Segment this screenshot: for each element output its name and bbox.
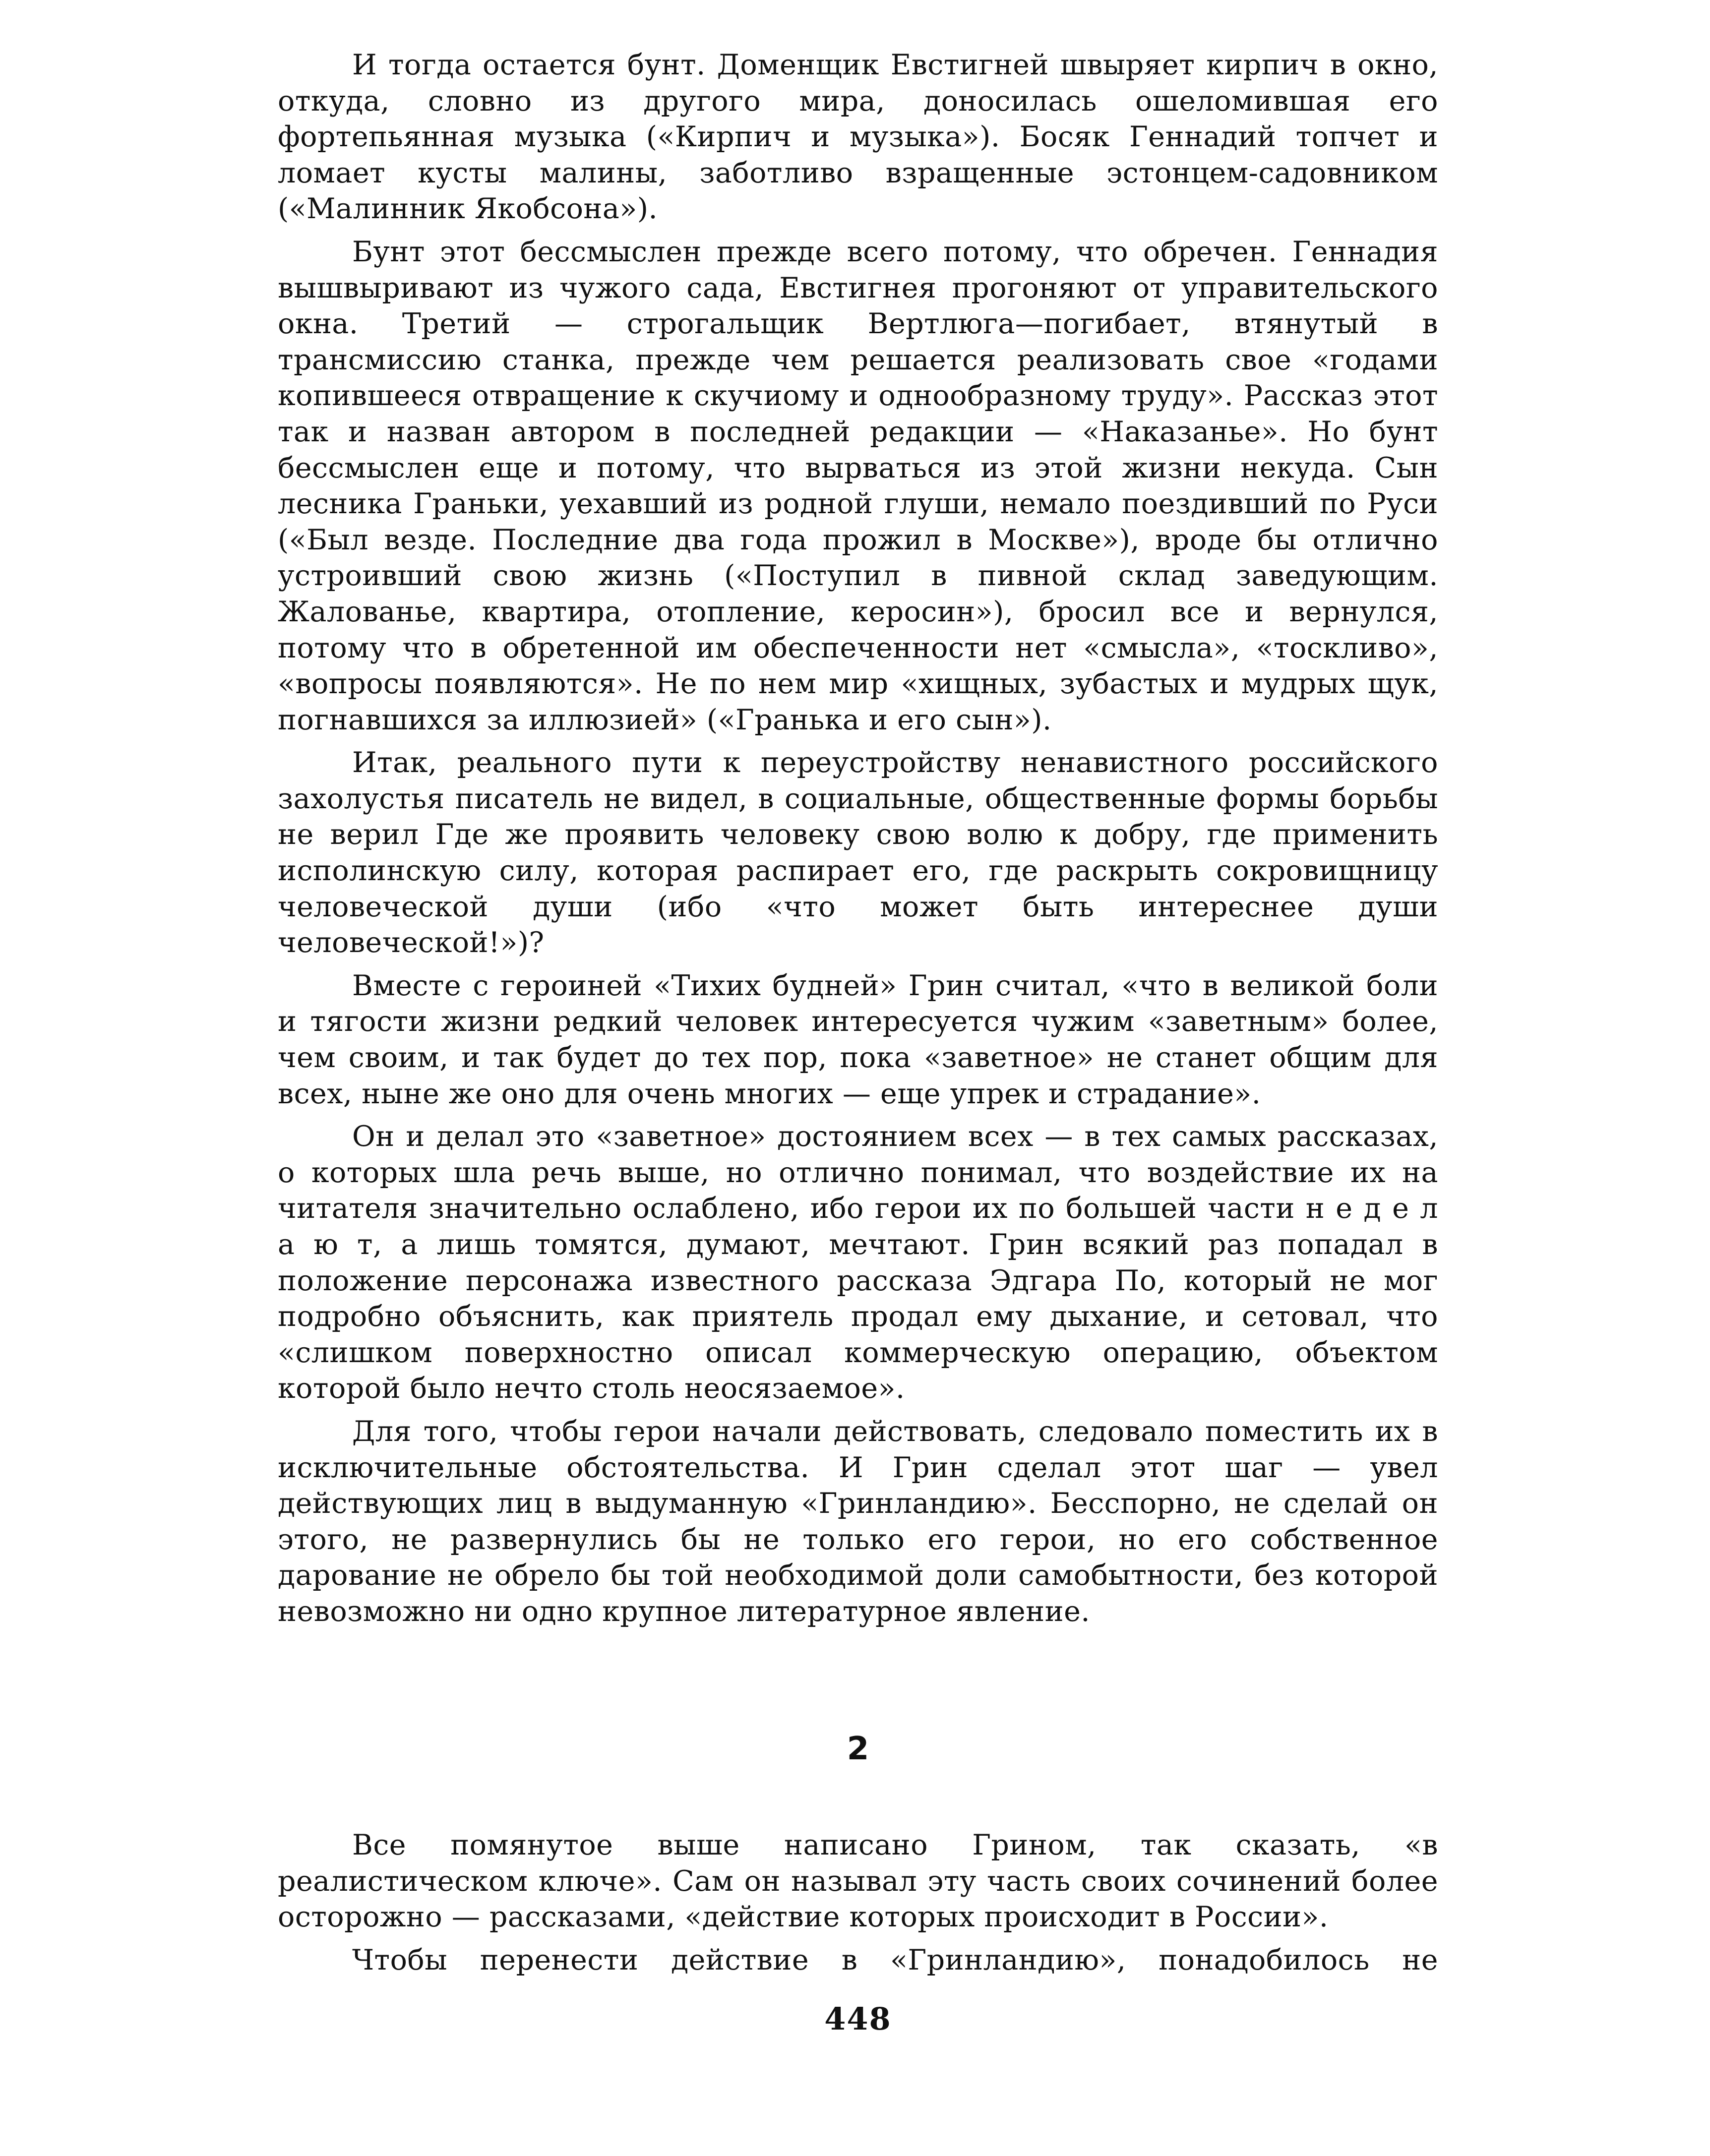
page-number: 448 bbox=[824, 2001, 892, 2037]
section-number: 2 bbox=[847, 1731, 869, 1767]
section-1-text bbox=[278, 47, 1438, 1630]
paragraph: Вместе с героиней «Тихих будней» Грин считал, «что в великой боли и тягости жизни редкий человек интересуется чужим «заветным» более, чем своим, и так будет до тех пор, пока «заветное» не станет общим для всех, ныне же оно для очень многих — еще упрек и страдание». bbox=[278, 969, 1438, 1110]
paragraph: Для того, чтобы герои начали действовать, следовало поместить их в исключительные обстоятельства. И Грин сделал этот шаг — увел действующих лиц в выдуманную «Гринландию». Бесспорно, не сделай он этого, не развернулись бы не только его герои, но его собственное дарование не обрело бы той необходимой доли самобытности, без которой невозможно ни одно крупное литературное явление. bbox=[278, 1415, 1438, 1628]
paragraph-last-line: Чтобы перенести действие в «Гринландию», понадобилось не bbox=[352, 1943, 1438, 1976]
paragraph: Бунт этот бессмыслен прежде всего потому, что обречен. Геннадия вышвыривают из чужого сада, Евстигнея прогоняют от управительского окна. Третий — строгальщик Вертлюга—погибает, втянутый в трансмиссию станка, прежде чем решается реализовать свое «годами копившееся отвращение к скучиому и однообразному труду». Рассказ этот так и назван автором в последней редакции — «Наказанье». Но бунт бессмыслен еще и потому, что вырваться из этой жизни некуда. Сын лесника Граньки, уехавший из родной глуши, немало поездивший по Руси («Был везде. Последние два года прожил в Москве»), вроде бы отлично устроивший свою жизнь («Поступил в пивной склад заведующим. Жалованье, квартира, отопление, керосин»), бросил все и вернулся, потому что в обретенной им обеспеченности нет «смысла», «тоскливо», «вопросы появляются». Не по нем мир «хищных, зубастых и мудрых щук, погнавшихся за иллюзией» («Гранька и его сын»). bbox=[278, 235, 1438, 736]
paragraph: Он и делал это «заветное» достоянием всех — в тех самых рассказах, о которых шла речь выше, но отлично понимал, что воздействие их на читателя значительно ослаблено, ибо герои их по большей части н е д е л а ю т, а лишь томятся, думают, мечтают. Грин всякий раз попадал в положение персонажа известного рассказа Эдгара По, который не мог подробно объяснить, как приятель продал ему дыхание, и сетовал, что «слишком поверхностно описал коммерческую операцию, объектом которой было нечто столь неосязаемое». bbox=[278, 1120, 1438, 1405]
section-2-text bbox=[278, 1827, 1438, 1985]
paragraph: Все помянутое выше написано Грином, так сказать, «в реалистическом ключе». Сам он называл эту часть своих сочинений более осторожно — рассказами, «действие которых происходит в России». bbox=[278, 1829, 1438, 1934]
paragraph: И тогда остается бунт. Доменщик Евстигней швыряет кирпич в окно, откуда, словно из другого мира, доносилась ошеломившая его фортепьянная музыка («Кирпич и музыка»). Босяк Геннадий топчет и ломает кусты малины, заботливо взращенные эстонцем-садовником («Малинник Якобсона»). bbox=[278, 49, 1438, 226]
page-content bbox=[278, 47, 1438, 2037]
paragraph: Итак, реального пути к переустройству ненавистного российского захолустья писатель не видел, в социальные, общественные формы борьбы не верил Где же проявить человеку свою волю к добру, где применить исполинскую силу, которая распирает его, где раскрыть сокровищницу человеческой души (ибо «что может быть интереснее души человеческой!»)? bbox=[278, 746, 1438, 959]
